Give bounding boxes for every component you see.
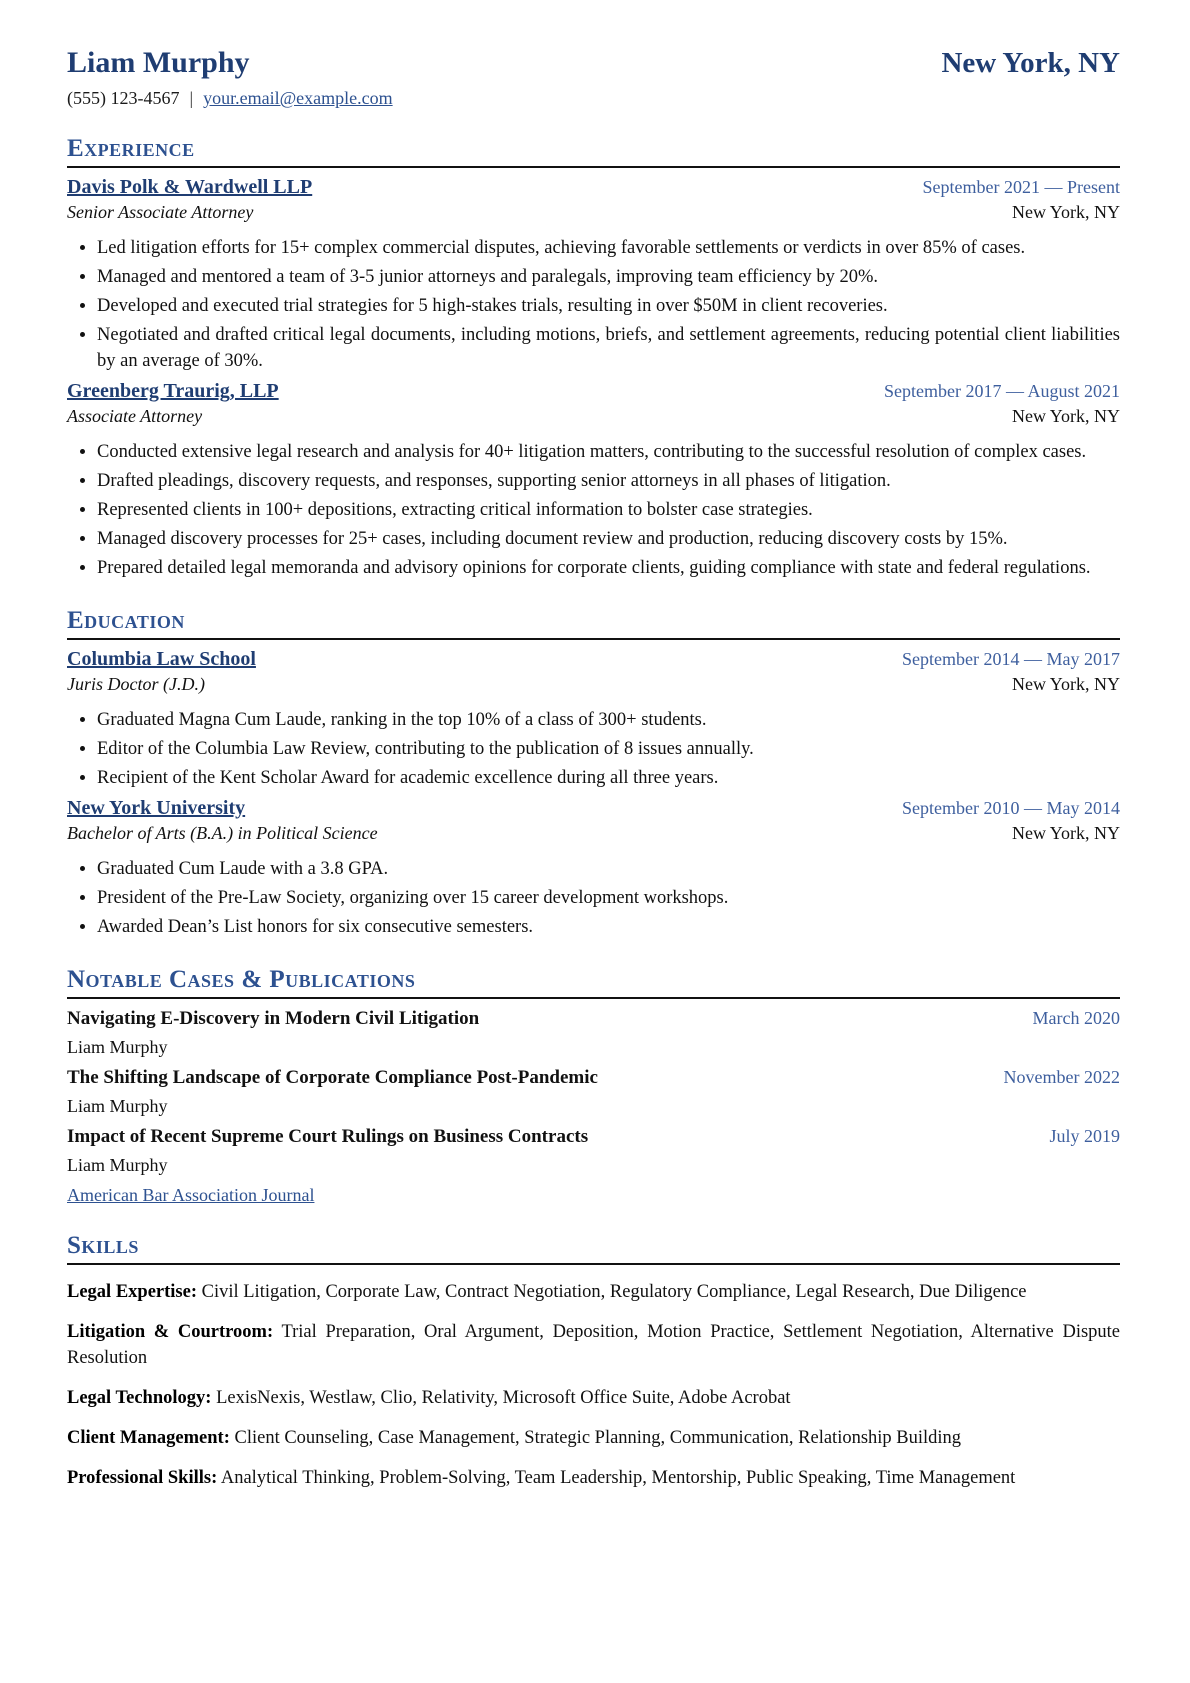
school-bullet: • Editor of the Columbia Law Review, contributing to the publication of 8 issues annually. [97, 736, 1120, 762]
skill-category [67, 1319, 1120, 1371]
skill-category-items: Analytical Thinking, Problem-Solving, Team Leadership, Mentorship, Public Speaking, Time Management [220, 1468, 1016, 1488]
skill-category-label: Client Management: [67, 1428, 230, 1448]
section-heading-publications: Notable Cases & Publications [67, 966, 1120, 999]
job-bullet-list [67, 439, 1120, 581]
skill-category-label: Litigation & Courtroom: [67, 1322, 274, 1342]
skill-category [67, 1425, 1120, 1451]
skill-category [67, 1279, 1120, 1305]
skill-category-items: Client Counseling, Case Management, Strategic Planning, Communication, Relationship Building [234, 1428, 962, 1448]
skill-category-label: Professional Skills: [67, 1468, 218, 1488]
publication-title: Impact of Recent Supreme Court Rulings on Business Contracts [67, 1126, 589, 1147]
company-name: Davis Polk & Wardwell LLP [67, 176, 313, 198]
school-entry [67, 797, 1120, 940]
job-bullet: • Developed and executed trial strategies for 5 high-stakes trials, resulting in over $50M in client recoveries. [97, 293, 1120, 319]
phone-number: (555) 123-4567 [67, 88, 180, 108]
job-bullet: • Prepared detailed legal memoranda and advisory opinions for corporate clients, guiding compliance with state and federal regulations. [97, 555, 1120, 581]
school-dates: September 2014 — May 2017 [902, 649, 1120, 669]
publication-title: Navigating E-Discovery in Modern Civil Litigation [67, 1008, 480, 1029]
publication-date: July 2019 [1049, 1126, 1120, 1146]
school-bullet: • President of the Pre-Law Society, organizing over 15 career development workshops. [97, 885, 1120, 911]
publication-author: Liam Murphy [67, 1155, 168, 1175]
school-name: New York University [67, 797, 246, 819]
email-link[interactable]: your.email@example.com [203, 88, 393, 108]
school-location: New York, NY [1011, 823, 1120, 843]
school-location: New York, NY [1011, 674, 1120, 694]
skill-category-items: Civil Litigation, Corporate Law, Contract Negotiation, Regulatory Compliance, Legal Research, Due Diligence [201, 1282, 1027, 1302]
school-entry [67, 648, 1120, 791]
school-bullet-list [67, 707, 1120, 791]
school-bullet: • Graduated Cum Laude with a 3.8 GPA. [97, 856, 1120, 882]
section-heading-experience: Experience [67, 135, 1120, 168]
school-bullet: • Graduated Magna Cum Laude, ranking in the top 10% of a class of 300+ students. [97, 707, 1120, 733]
school-name: Columbia Law School [67, 648, 256, 670]
job-entry [67, 380, 1120, 581]
job-bullet: • Managed discovery processes for 25+ cases, including document review and production, reducing discovery costs by 15%. [97, 526, 1120, 552]
skill-category-label: Legal Technology: [67, 1388, 212, 1408]
job-dates: September 2017 — August 2021 [884, 381, 1120, 401]
publication-title: The Shifting Landscape of Corporate Compliance Post-Pandemic [67, 1067, 598, 1088]
skill-category-label: Legal Expertise: [67, 1282, 197, 1302]
job-location: New York, NY [1011, 406, 1120, 426]
job-title: Associate Attorney [67, 406, 203, 426]
publication-author: Liam Murphy [67, 1096, 168, 1116]
job-bullet: • Managed and mentored a team of 3-5 junior attorneys and paralegals, improving team efficiency by 20%. [97, 264, 1120, 290]
publication-entry [67, 1008, 1120, 1058]
job-bullet: • Conducted extensive legal research and analysis for 40+ litigation matters, contributing to the successful resolution of complex cases. [97, 439, 1120, 465]
skill-category [67, 1385, 1120, 1411]
school-dates: September 2010 — May 2014 [902, 798, 1120, 818]
publication-entry [67, 1126, 1120, 1206]
job-title: Senior Associate Attorney [67, 202, 254, 222]
degree-name: Juris Doctor (J.D.) [67, 674, 205, 694]
section-heading-education: Education [67, 607, 1120, 640]
candidate-location: New York, NY [941, 47, 1120, 79]
job-bullet-list [67, 235, 1120, 374]
job-bullet: • Represented clients in 100+ depositions, extracting critical information to bolster case strategies. [97, 497, 1120, 523]
job-bullet: • Led litigation efforts for 15+ complex commercial disputes, achieving favorable settlements or verdicts in over 85% of cases. [97, 235, 1120, 261]
job-location: New York, NY [1011, 202, 1120, 222]
job-entry [67, 176, 1120, 374]
publication-author: Liam Murphy [67, 1037, 168, 1057]
degree-name: Bachelor of Arts (B.A.) in Political Science [67, 823, 378, 843]
school-bullet: • Awarded Dean’s List honors for six consecutive semesters. [97, 914, 1120, 940]
skill-category [67, 1465, 1120, 1491]
job-dates: September 2021 — Present [922, 177, 1120, 197]
publication-date: November 2022 [1003, 1067, 1120, 1087]
publication-entry [67, 1067, 1120, 1117]
contact-row [67, 88, 1120, 109]
job-bullet: • Negotiated and drafted critical legal documents, including motions, briefs, and settlement agreements, reducing potential client liabilities by an average of 30%. [97, 322, 1120, 374]
candidate-name: Liam Murphy [67, 46, 250, 79]
school-bullet-list [67, 856, 1120, 940]
school-bullet: • Recipient of the Kent Scholar Award for academic excellence during all three years. [97, 765, 1120, 791]
section-heading-skills: Skills [67, 1232, 1120, 1265]
company-name: Greenberg Traurig, LLP [67, 380, 279, 402]
publication-date: March 2020 [1032, 1008, 1120, 1028]
resume-header [67, 46, 1120, 80]
job-bullet: • Drafted pleadings, discovery requests, and responses, supporting senior attorneys in all phases of litigation. [97, 468, 1120, 494]
contact-separator: | [189, 88, 194, 108]
skill-category-items: LexisNexis, Westlaw, Clio, Relativity, Microsoft Office Suite, Adobe Acrobat [216, 1388, 791, 1408]
skill-category-items: Trial Preparation, Oral Argument, Deposition, Motion Practice, Settlement Negotiation, Alternative Dispute Resolution [67, 1322, 1121, 1368]
publication-journal-link[interactable]: American Bar Association Journal [67, 1185, 315, 1205]
